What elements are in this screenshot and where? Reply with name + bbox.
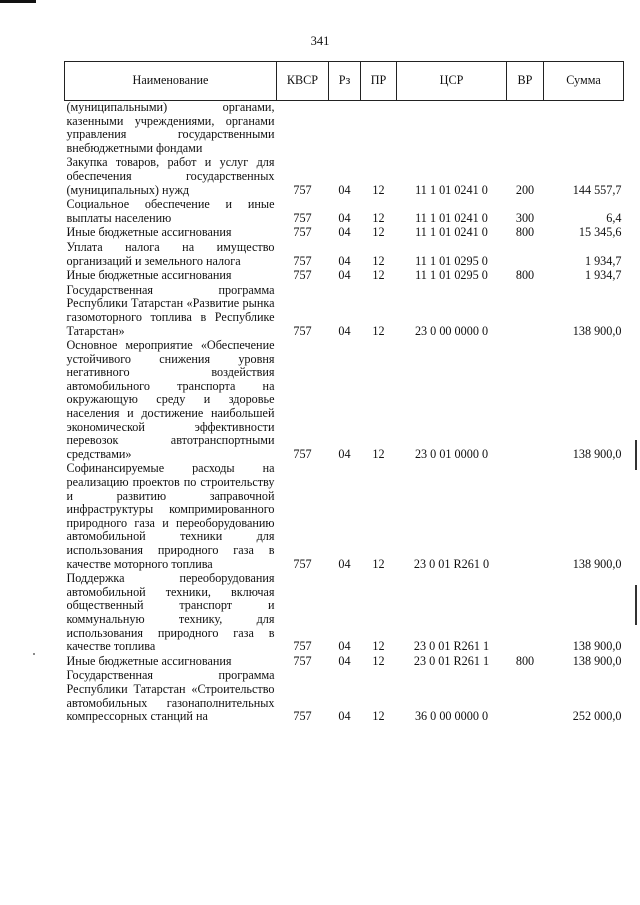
cell-sum: 1 934,7 <box>584 268 622 283</box>
cell-pr: 12 <box>372 210 385 225</box>
cell-kvsr: 757 <box>293 639 312 654</box>
cell-rz: 04 <box>338 653 351 668</box>
cell-vr <box>507 668 544 723</box>
table-row <box>65 338 624 461</box>
scan-top-mark <box>0 0 36 3</box>
cell-rz: 04 <box>338 225 351 240</box>
cell-kvsr: 757 <box>293 268 312 283</box>
cell-name: Иные бюджетные ассигнования <box>66 225 232 240</box>
table-row <box>65 461 624 571</box>
cell-kvsr: 757 <box>293 182 312 197</box>
cell-vr: 200 <box>515 182 535 197</box>
cell-csr: 23 0 01 R261 0 <box>413 556 490 571</box>
cell-rz <box>329 101 361 156</box>
cell-kvsr: 757 <box>293 225 312 240</box>
cell-pr: 12 <box>372 709 385 724</box>
cell-vr <box>507 338 544 461</box>
cell-csr: 11 1 01 0241 0 <box>415 225 488 240</box>
page-number: 341 <box>310 34 330 48</box>
cell-pr: 12 <box>372 268 385 283</box>
budget-table <box>64 61 624 724</box>
table-row <box>65 197 624 225</box>
cell-name: Основное мероприятие «Обеспечение устойчивого снижения уровня негативного воздействия автомобильного транспорта на окружающую среду и здоровье населения и достижение наибольшей экономической эффективности перевозок автотранспортными средствами» <box>66 338 275 461</box>
cell-name: Закупка товаров, работ и услуг для обеспечения государственных (муниципальных) нужд <box>66 155 275 197</box>
table-row <box>65 668 624 723</box>
cell-sum: 1 934,7 <box>584 253 622 268</box>
cell-pr: 12 <box>372 225 385 240</box>
cell-pr: 12 <box>372 323 385 338</box>
cell-kvsr <box>277 101 329 156</box>
cell-rz: 04 <box>338 446 351 461</box>
cell-vr <box>507 571 544 654</box>
cell-name: Социальное обеспечение и иные выплаты населению <box>66 197 275 225</box>
table-row <box>65 571 624 654</box>
cell-rz: 04 <box>338 639 351 654</box>
header-pr: ПР <box>361 62 397 101</box>
table-body <box>65 101 624 724</box>
header-sum: Сумма <box>544 62 624 101</box>
cell-kvsr: 757 <box>293 446 312 461</box>
cell-pr: 12 <box>372 639 385 654</box>
cell-kvsr: 757 <box>293 653 312 668</box>
header-kvsr: КВСР <box>277 62 329 101</box>
cell-sum <box>544 101 624 156</box>
cell-pr: 12 <box>372 182 385 197</box>
cell-name: (муниципальными) органами, казенными учреждениями, органами управления государственными внебюджетными фондами <box>66 100 275 155</box>
cell-name: Уплата налога на имущество организаций и земельного налога <box>66 239 275 268</box>
cell-name: Софинансируемые расходы на реализацию проектов по строительству и развитию заправочной инфраструктуры компримированного природного газа и переоборудованию автомобильной техники для использования природного газа в качестве моторного топлива <box>66 461 275 571</box>
cell-csr: 11 1 01 0295 0 <box>415 253 488 268</box>
cell-csr: 36 0 00 0000 0 <box>414 709 489 724</box>
cell-csr: 23 0 00 0000 0 <box>414 323 489 338</box>
scan-edge-mark <box>635 440 637 470</box>
cell-pr <box>361 101 397 156</box>
table-header-row <box>65 62 624 101</box>
cell-kvsr: 757 <box>293 323 312 338</box>
cell-sum: 252 000,0 <box>572 709 622 724</box>
cell-rz: 04 <box>338 182 351 197</box>
cell-sum: 15 345,6 <box>578 225 622 240</box>
cell-vr <box>507 240 544 268</box>
cell-sum: 144 557,7 <box>572 182 622 197</box>
cell-rz: 04 <box>338 323 351 338</box>
cell-rz: 04 <box>338 210 351 225</box>
cell-pr: 12 <box>372 653 385 668</box>
cell-csr: 11 1 01 0241 0 <box>415 182 488 197</box>
scan-dot <box>33 653 35 655</box>
cell-sum: 138 900,0 <box>572 323 622 338</box>
cell-kvsr: 757 <box>293 709 312 724</box>
cell-csr: 11 1 01 0295 0 <box>415 268 488 283</box>
cell-csr: 23 0 01 0000 0 <box>414 446 489 461</box>
cell-rz: 04 <box>338 709 351 724</box>
cell-sum: 138 900,0 <box>572 639 622 654</box>
cell-csr: 11 1 01 0241 0 <box>415 210 488 225</box>
cell-pr: 12 <box>372 556 385 571</box>
cell-sum: 6,4 <box>606 210 622 225</box>
cell-sum: 138 900,0 <box>572 446 622 461</box>
cell-name: Иные бюджетные ассигнования <box>66 268 232 283</box>
table-row <box>65 155 624 197</box>
cell-sum: 138 900,0 <box>572 556 622 571</box>
cell-csr <box>397 101 507 156</box>
cell-pr: 12 <box>372 253 385 268</box>
cell-pr: 12 <box>372 446 385 461</box>
cell-sum: 138 900,0 <box>572 653 622 668</box>
header-rz: Рз <box>329 62 361 101</box>
scan-edge-mark <box>635 585 637 625</box>
cell-rz: 04 <box>338 268 351 283</box>
cell-name: Поддержка переоборудования автомобильной техники, включая общественный транспорт и коммунальную технику, для использования природного газа в качестве топлива <box>66 571 275 654</box>
table-row <box>65 101 624 156</box>
cell-csr: 23 0 01 R261 1 <box>413 653 490 668</box>
cell-kvsr: 757 <box>293 556 312 571</box>
header-vr: ВР <box>507 62 544 101</box>
cell-csr: 23 0 01 R261 1 <box>413 639 490 654</box>
table-row <box>65 240 624 268</box>
table-row <box>65 654 624 669</box>
cell-name: Иные бюджетные ассигнования <box>66 653 232 668</box>
cell-kvsr: 757 <box>293 210 312 225</box>
header-csr: ЦСР <box>397 62 507 101</box>
table-row <box>65 225 624 240</box>
header-name: Наименование <box>65 62 277 101</box>
cell-vr <box>507 283 544 338</box>
cell-vr: 300 <box>515 210 535 225</box>
cell-vr <box>507 101 544 156</box>
cell-vr: 800 <box>515 225 535 240</box>
cell-name: Государственная программа Республики Татарстан «Развитие рынка газомоторного топлива в Республике Татарстан» <box>66 282 275 338</box>
table-row <box>65 283 624 338</box>
cell-vr: 800 <box>515 268 535 283</box>
cell-vr: 800 <box>515 653 535 668</box>
cell-rz: 04 <box>338 253 351 268</box>
cell-kvsr: 757 <box>293 253 312 268</box>
cell-rz: 04 <box>338 556 351 571</box>
cell-vr <box>507 461 544 571</box>
cell-name: Государственная программа Республики Татарстан «Строительство автомобильных газонаполнительных компрессорных станций на <box>66 668 275 724</box>
table-row <box>65 268 624 283</box>
